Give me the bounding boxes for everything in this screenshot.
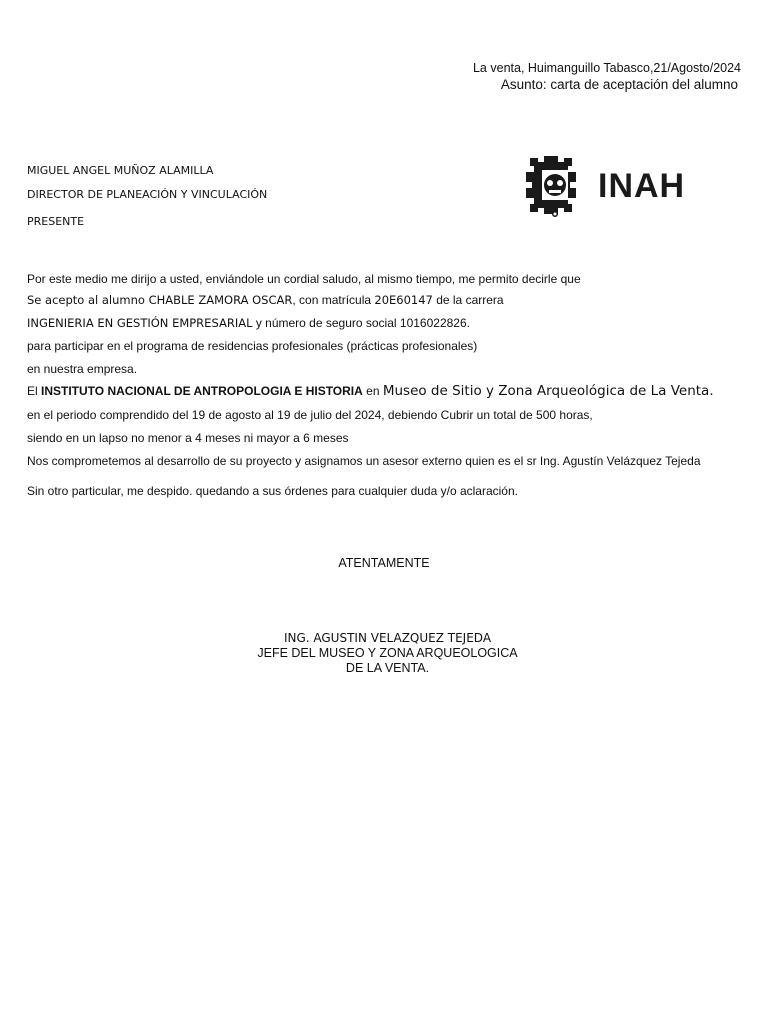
signature-role: JEFE DEL MUSEO Y ZONA ARQUEOLOGICA (257, 646, 518, 660)
body-line-7: en el periodo comprendido del 19 de agosto al 19 de julio del 2024, debiendo Cubrir un total de 500 horas, (27, 408, 593, 422)
recipient-greeting: PRESENTE (27, 215, 85, 228)
logo-text: INAH (598, 167, 686, 205)
body-line-9: Nos comprometemos al desarrollo de su proyecto y asignamos un asesor externo quien es el sr Ing. Agustín Velázquez Tejeda (27, 454, 701, 468)
museum-name: Museo de Sitio y Zona Arqueológica de La Venta. (382, 383, 714, 399)
signature-place: DE LA VENTA. (345, 661, 430, 675)
enrollment-number: 20E60147 (374, 293, 433, 307)
career-name: INGENIERIA EN GESTIÓN EMPRESARIAL (27, 316, 253, 330)
body-line-5: en nuestra empresa. (27, 362, 138, 376)
student-name-text: Se acepto al alumno CHABLE ZAMORA OSCAR (27, 293, 293, 307)
inah-logo (520, 152, 710, 220)
closing-text: ATENTAMENTE (338, 556, 430, 570)
recipient-name: MIGUEL ANGEL MUÑOZ ALAMILLA (27, 164, 214, 177)
body-line-10: Sin otro particular, me despido. quedando a sus órdenes para cualquier duda y/o aclaración. (27, 484, 518, 498)
body-line-2: Se acepto al alumno CHABLE ZAMORA OSCAR, con matrícula 20E60147 de la carrera (27, 293, 504, 307)
body-line-8: siendo en un lapso no menor a 4 meses ni mayor a 6 meses (27, 431, 349, 445)
body-line-3: INGENIERIA EN GESTIÓN EMPRESARIAL y número de seguro social 1016022826. (27, 316, 470, 330)
inah-emblem-icon (526, 156, 576, 217)
body-line-1: Por este medio me dirijo a usted, enviándole un cordial saludo, al mismo tiempo, me permito decirle que (27, 272, 581, 286)
body-line-4: para participar en el programa de residencias profesionales (prácticas profesionales) (27, 339, 478, 353)
recipient-title: DIRECTOR DE PLANEACIÓN Y VINCULACIÓN (27, 188, 268, 201)
subject-line: Asunto: carta de aceptación del alumno (500, 77, 738, 92)
signature-name: ING. AGUSTIN VELAZQUEZ TEJEDA (283, 631, 492, 645)
body-line-6: El INSTITUTO NACIONAL DE ANTROPOLOGIA E HISTORIA en Museo de Sitio y Zona Arqueológica de La Venta. (27, 383, 714, 399)
institution-name: INSTITUTO NACIONAL DE ANTROPOLOGIA E HISTORIA (41, 384, 363, 398)
date-place-line: La venta, Huimanguillo Tabasco,21/Agosto/2024 (472, 61, 741, 75)
